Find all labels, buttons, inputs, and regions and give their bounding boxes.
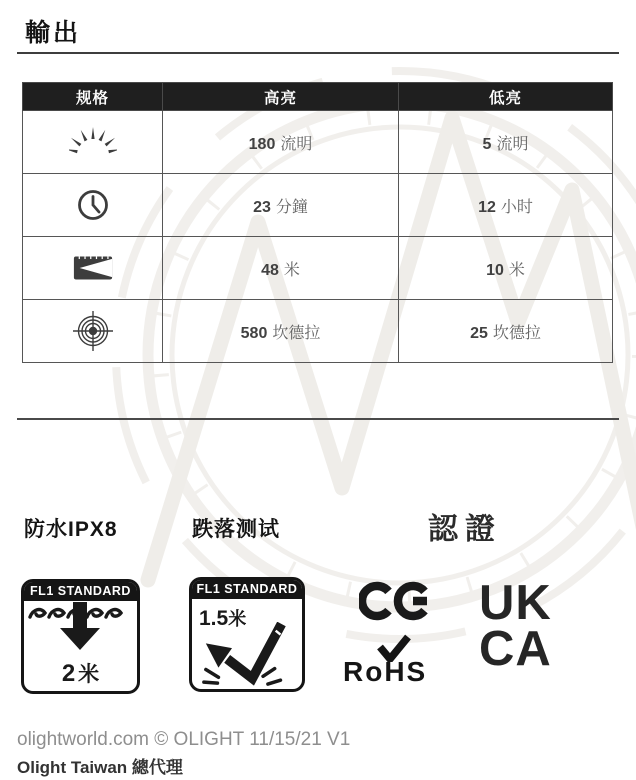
high-intensity-unit: 坎德拉: [272, 324, 321, 342]
low-lumens-unit: 流明: [496, 135, 529, 153]
drop-height: 1.5米: [199, 607, 247, 630]
column-header-high: 高亮: [163, 83, 399, 111]
ce-mark-icon: [359, 573, 433, 629]
high-intensity-value: 580: [240, 324, 268, 342]
low-lumens-value: 5: [482, 135, 492, 153]
high-runtime-value: 23: [253, 198, 271, 216]
waterproof-fl1-badge: [21, 579, 140, 694]
footer-distributor: Olight Taiwan 總代理: [17, 758, 183, 777]
column-header-spec: 规格: [23, 83, 163, 111]
table-row: [23, 237, 613, 300]
ukca-mark: [479, 576, 552, 676]
low-runtime-value: 12: [478, 198, 496, 216]
table-row: [23, 174, 613, 237]
low-distance-value: 10: [486, 261, 504, 279]
high-runtime-unit: 分鐘: [275, 198, 308, 216]
page-title: 輸出: [25, 19, 82, 47]
ukca-ca-line: CA: [479, 621, 552, 676]
fl1-standard-label: FL1 STANDARD: [24, 582, 137, 601]
low-runtime-unit: 小时: [500, 198, 533, 216]
table-header-row: [23, 83, 613, 111]
footer-copyright: olightworld.com © OLIGHT 11/15/21 V1: [17, 729, 351, 750]
title-divider: [17, 52, 619, 54]
high-distance-unit: 米: [283, 261, 300, 279]
section-divider: [17, 418, 619, 420]
beam-distance-icon: [72, 254, 114, 282]
fl1-standard-label: FL1 STANDARD: [192, 580, 302, 599]
column-header-low: 低亮: [399, 83, 613, 111]
drop-test-fl1-badge: [189, 577, 305, 692]
high-distance-value: 48: [261, 261, 279, 279]
certification-heading: 認證: [428, 513, 502, 546]
submersion-arrow-waves-icon: [24, 601, 136, 653]
low-intensity-value: 25: [470, 324, 488, 342]
table-row: [23, 300, 613, 363]
high-lumens-value: 180: [248, 135, 276, 153]
output-spec-table: [22, 82, 612, 363]
low-distance-unit: 米: [508, 261, 525, 279]
drop-test-heading: 跌落测试: [192, 518, 280, 541]
rohs-mark: RoHS: [343, 656, 428, 687]
waterproof-heading: 防水IPX8: [24, 518, 118, 541]
drop-bounce-arrow-icon: [195, 622, 302, 686]
ukca-uk-line: UK: [479, 576, 552, 630]
waterproof-depth: 2 米: [61, 660, 100, 687]
brightness-icon: [69, 126, 117, 158]
beam-intensity-icon: [71, 309, 115, 353]
high-lumens-unit: 流明: [280, 135, 313, 153]
low-intensity-unit: 坎德拉: [492, 324, 541, 342]
runtime-icon: [75, 187, 111, 223]
table-row: [23, 111, 613, 174]
